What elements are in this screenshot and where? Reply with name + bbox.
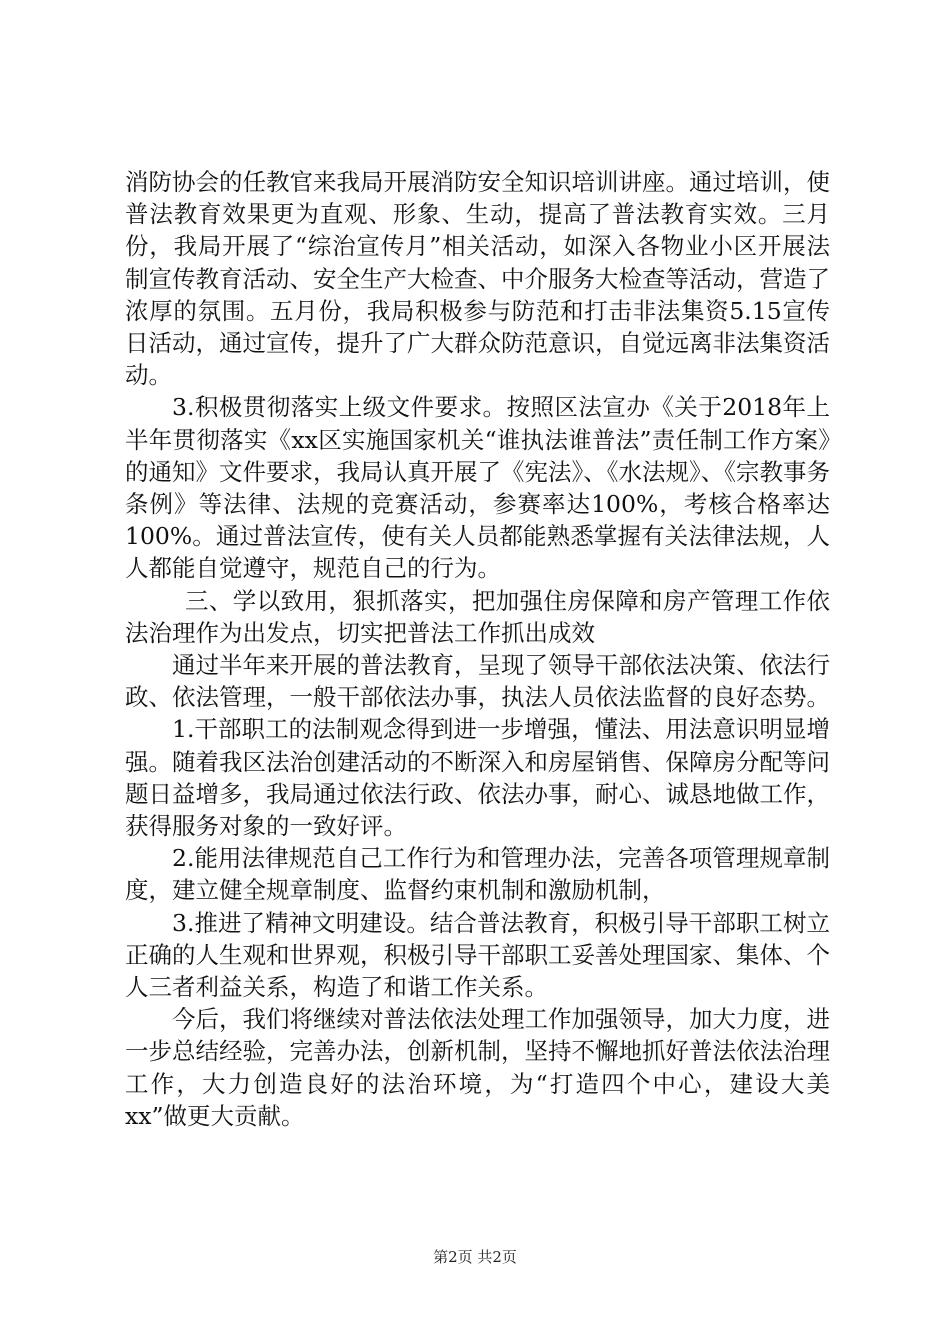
section-heading-three: 三、学以致用，狠抓落实，把加强住房保障和房产管理工作依法治理作为出发点，切实把普法工作抓出成效 xyxy=(125,586,830,647)
document-body xyxy=(125,166,830,1132)
paragraph-closing: 今后，我们将继续对普法依法处理工作加强领导，加大力度，进一步总结经验，完善办法，创新机制，坚持不懈地抓好普法依法治理工作，大力创造良好的法治环境，为“打造四个中心，建设大美xx”做更大贡献。 xyxy=(125,1005,830,1130)
paragraph-item-3-implement-requirements: 3.积极贯彻落实上级文件要求。按照区法宣办《关于2018年上半年贯彻落实《xx区实施国家机关“谁执法谁普法”责任制工作方案》的通知》文件要求，我局认真开展了《宪法》、《水法规》、《宗教事务条例》等法律、法规的竞赛活动，参赛率达100%，考核合格率达100%。通过普法宣传，使有关人员都能熟悉掌握有关法律法规，人人都能自觉遵守，规范自己的行为。 xyxy=(125,393,830,583)
paragraph-continuation: 消防协会的任教官来我局开展消防安全知识培训讲座。通过培训，使普法教育效果更为直观、形象、生动，提高了普法教育实效。三月份，我局开展了“综治宣传月”相关活动，如深入各物业小区开展法制宣传教育活动、安全生产大检查、中介服务大检查等活动，营造了浓厚的氛围。五月份，我局积极参与防范和打击非法集资5.15宣传日活动，通过宣传，提升了广大群众防范意识，自觉远离非法集资活动。 xyxy=(125,168,830,390)
paragraph-item-1-legal-awareness: 1.干部职工的法制观念得到进一步增强，懂法、用法意识明显增强。随着我区法治创建活动的不断深入和房屋销售、保障房分配等问题日益增多，我局通过依法行政、依法办事，耐心、诚恳地做工作，获得服务对象的一致好评。 xyxy=(125,715,830,841)
page-number-footer: 第2页 共2页 xyxy=(433,1248,517,1266)
paragraph-item-2-regulations: 2.能用法律规范自己工作行为和管理办法，完善各项管理规章制度，建立健全规章制度、监督约束机制和激励机制， xyxy=(125,844,830,905)
paragraph-summary: 通过半年来开展的普法教育，呈现了领导干部依法决策、依法行政、依法管理，一般干部依法办事，执法人员依法监督的良好态势。 xyxy=(125,651,830,712)
paragraph-item-3-civilization: 3.推进了精神文明建设。结合普法教育，积极引导干部职工树立正确的人生观和世界观，积极引导干部职工妥善处理国家、集体、个人三者利益关系，构造了和谐工作关系。 xyxy=(125,908,830,1002)
